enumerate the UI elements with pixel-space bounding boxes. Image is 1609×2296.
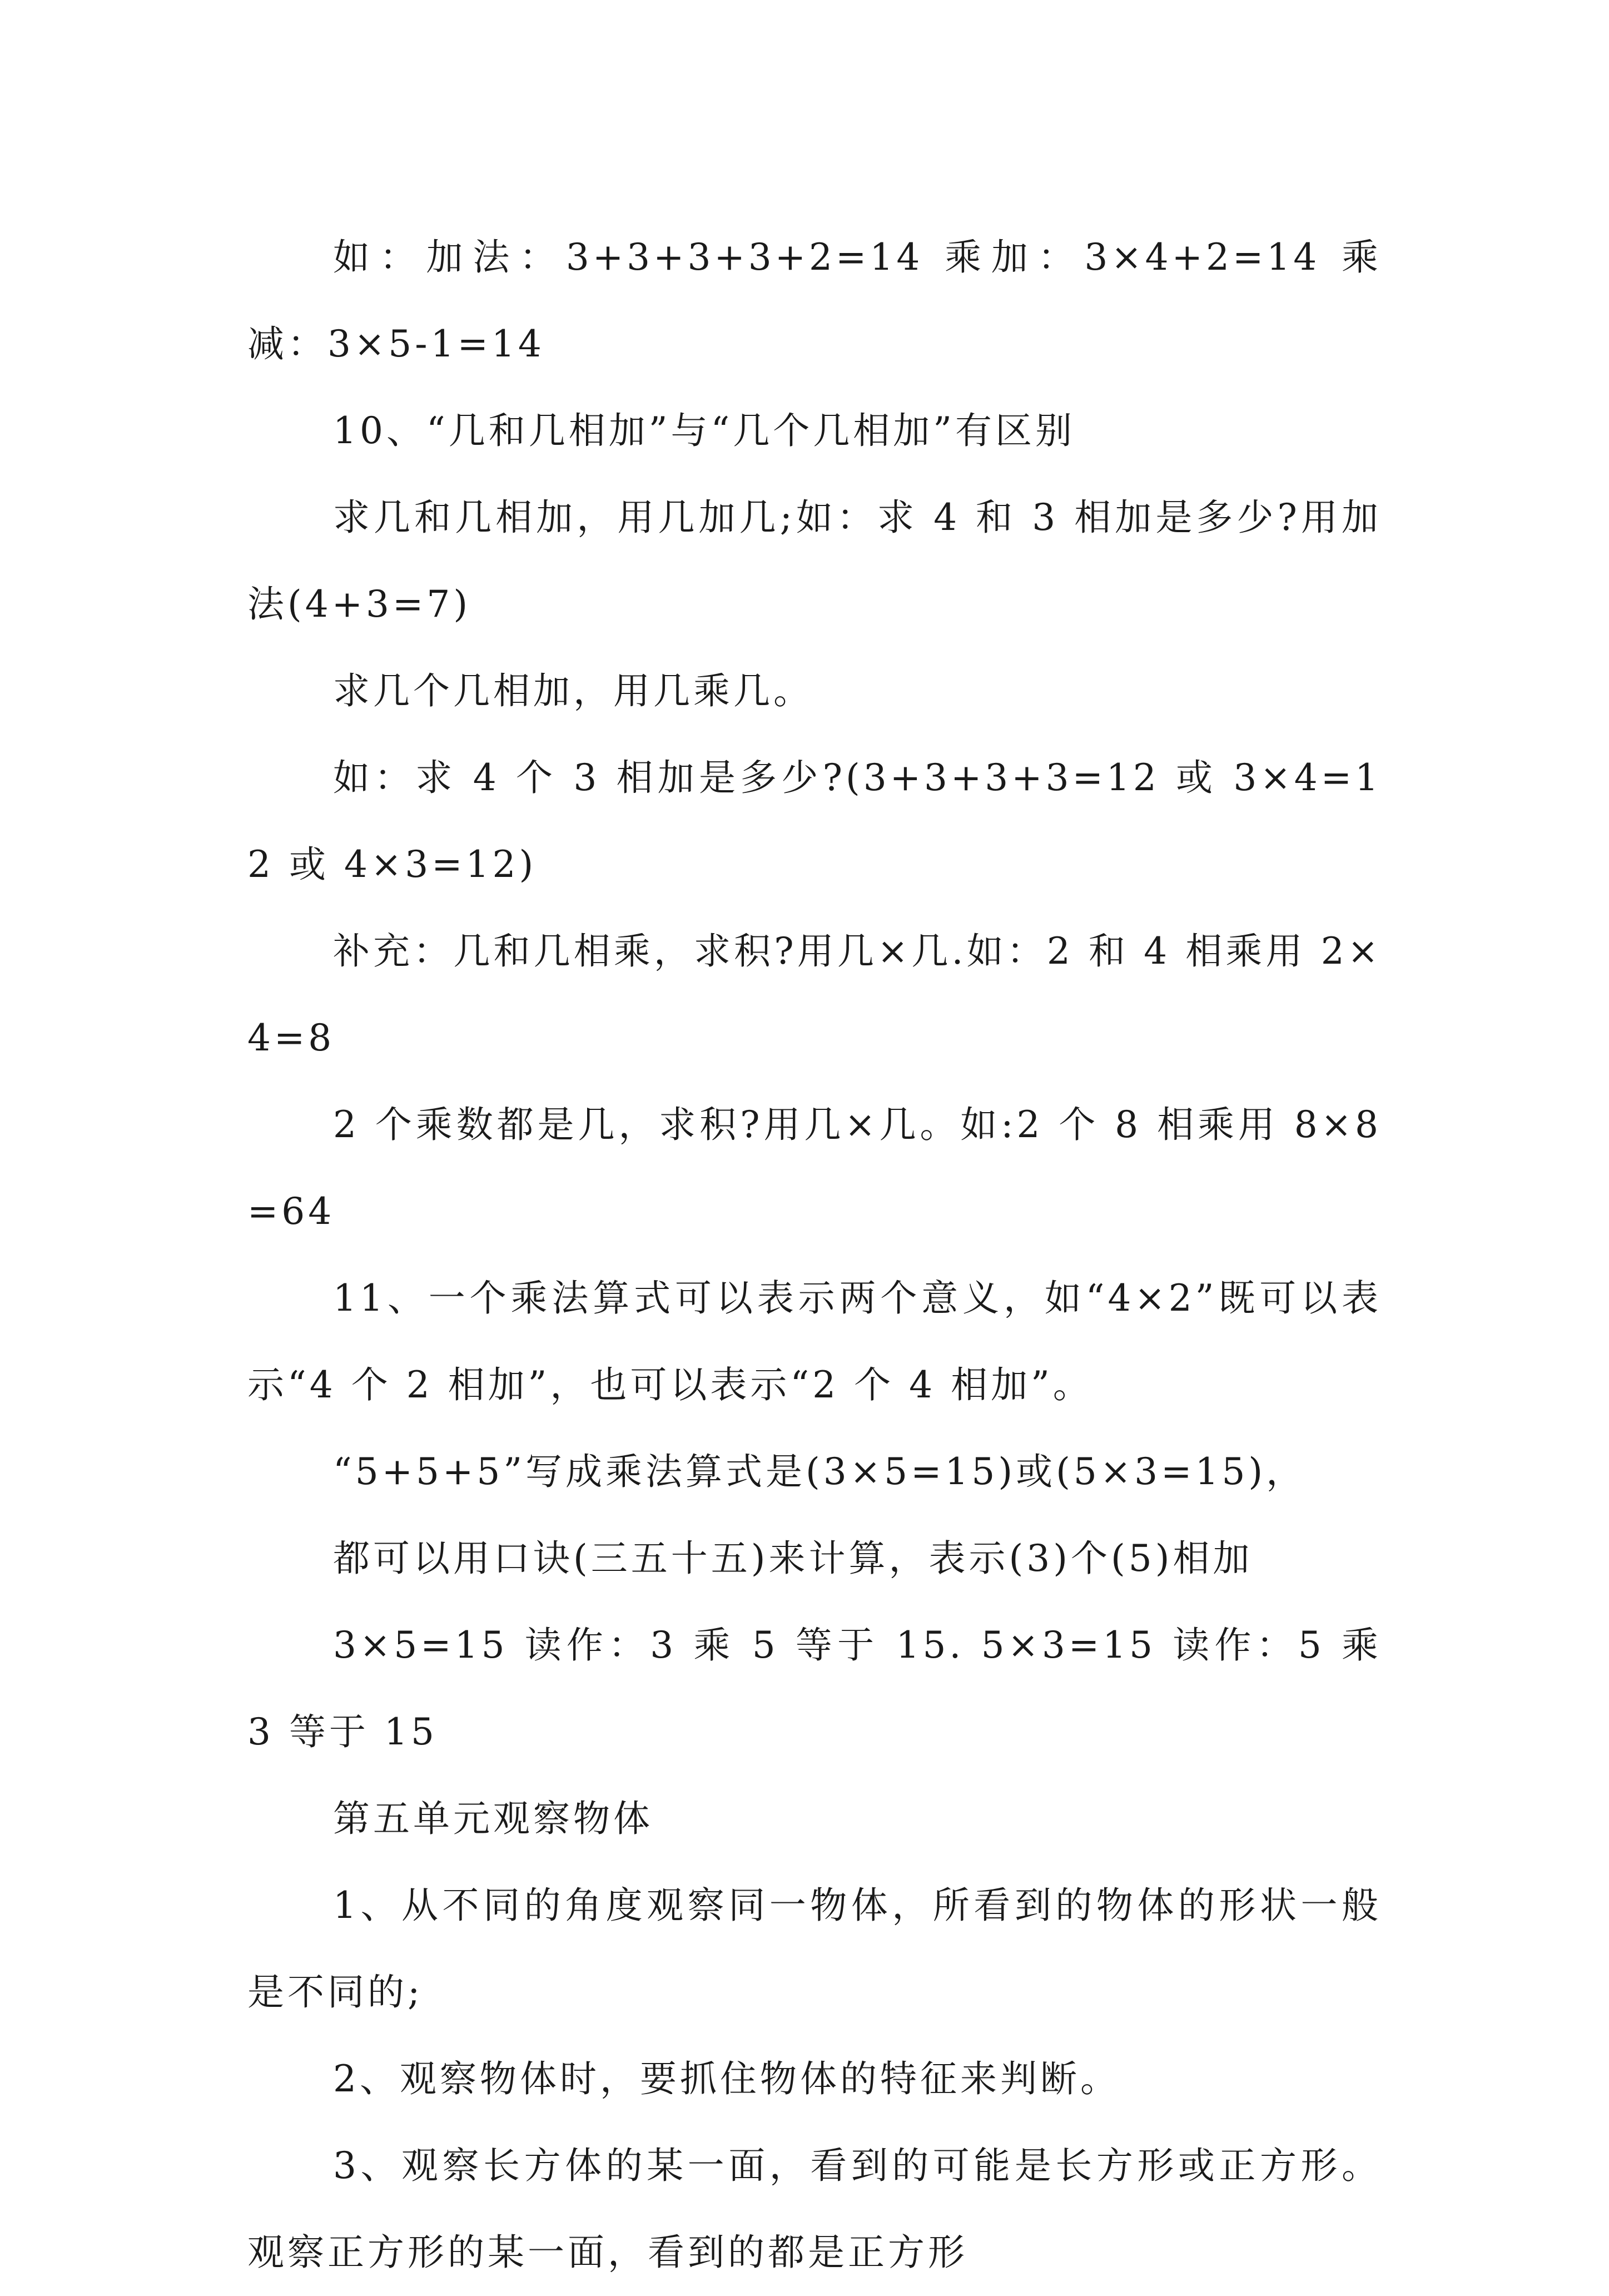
paragraph-4: 求几个几相加，用几乘几。 [333, 670, 813, 712]
paragraph-6: 补充：几和几相乘，求积?用几×几.如：2 和 4 相乘用 2×4=8 [247, 930, 1382, 1059]
paragraph-2: 10、“几和几相加”与“几个几相加”有区别 [333, 409, 1075, 452]
paragraph-14: 2、观察物体时，要抓住物体的特征来判断。 [333, 2057, 1120, 2100]
section-heading: 第五单元观察物体 [333, 1797, 653, 1840]
document-page [247, 214, 1382, 2296]
paragraph-10: 都可以用口诀(三五十五)来计算，表示(3)个(5)相加 [333, 1537, 1253, 1580]
paragraph-15: 3、观察长方体的某一面，看到的可能是长方形或正方形。观察正方形的某一面，看到的都是正方形 [247, 2144, 1382, 2274]
paragraph-5: 如：求 4 个 3 相加是多少?(3+3+3+3=12 或 3×4=12 或 4×3=12) [247, 756, 1382, 886]
paragraph-13: 1、从不同的角度观察同一物体，所看到的物体的形状一般是不同的; [247, 1884, 1382, 2014]
paragraph-11: 3×5=15 读作：3 乘 5 等于 15. 5×3=15 读作：5 乘 3 等于 15 [247, 1624, 1382, 1753]
paragraph-9: “5+5+5”写成乘法算式是(3×5=15)或(5×3=15)， [333, 1450, 1307, 1493]
paragraph-8: 11、一个乘法算式可以表示两个意义，如“4×2”既可以表示“4 个 2 相加”，也可以表示“2 个 4 相加”。 [247, 1277, 1382, 1406]
paragraph-3: 求几和几相加，用几加几;如：求 4 和 3 相加是多少?用加法(4+3=7) [247, 496, 1382, 626]
paragraph-1: 如：加法：3+3+3+3+2=14 乘加：3×4+2=14 乘减：3×5-1=14 [247, 236, 1382, 365]
paragraph-7: 2 个乘数都是几，求积?用几×几。如:2 个 8 相乘用 8×8=64 [247, 1103, 1382, 1233]
